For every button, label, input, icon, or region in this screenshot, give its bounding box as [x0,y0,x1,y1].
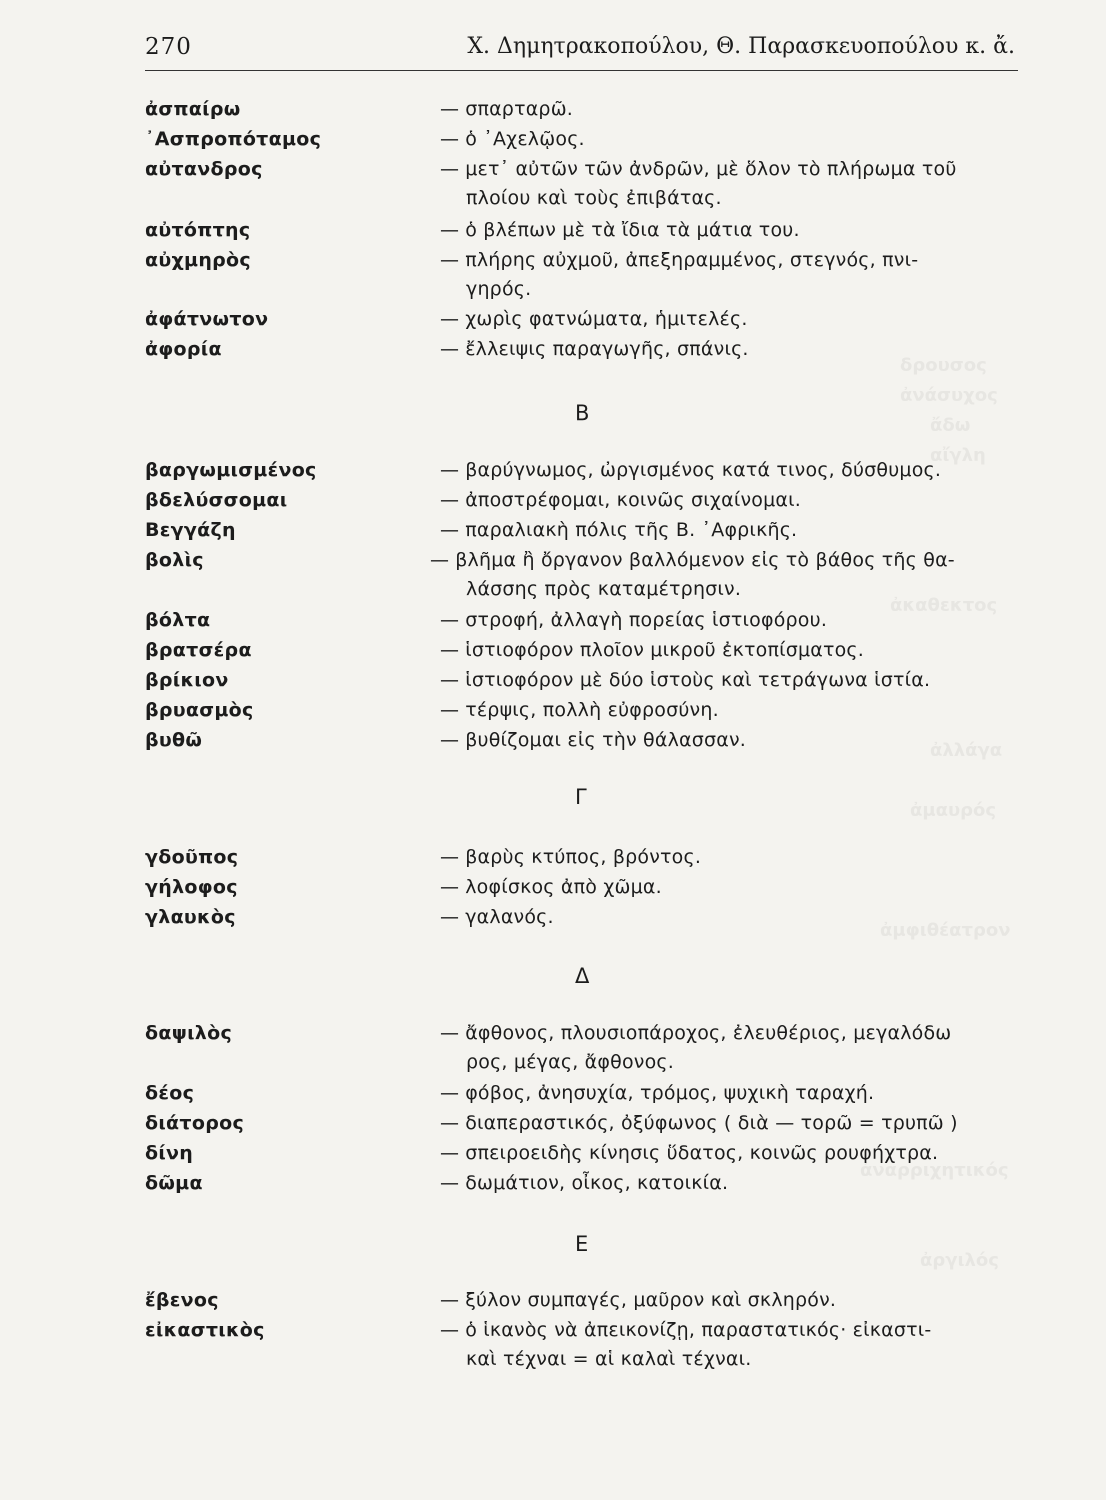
dash: — [440,876,460,898]
glossary-definition [440,1112,1015,1134]
definition-text: παραλιακὴ πόλις τῆς Β. ᾿Αφρικῆς. [465,519,798,541]
glossary-definition [440,1289,1015,1311]
glossary-definition [440,338,1015,360]
dash: — [440,1319,460,1341]
glossary-definition [440,98,1015,120]
definition-text: τέρψις, πολλὴ εὐφροσύνη. [465,699,719,721]
dash: — [440,308,460,330]
definition-text: ξύλον συμπαγές, μαῦρον καὶ σκληρόν. [465,1289,837,1311]
dash: — [440,1172,460,1194]
glossary-definition [440,1172,1015,1194]
glossary-term: αὐτανδρος [145,158,263,180]
dash: — [440,609,460,631]
dash: — [440,669,460,691]
definition-text: ἱστιοφόρον μὲ δύο ἱστοὺς καὶ τετράγωνα ἱστία. [465,669,931,691]
dash: — [440,249,460,271]
glossary-definition [440,669,1015,691]
dash: — [440,906,460,928]
glossary-term: ἀσπαίρω [145,98,241,120]
dash: — [440,489,460,511]
glossary-definition [440,609,1015,631]
running-title: Χ. Δημητρακοπούλου, Θ. Παρασκευοπούλου κ. ἄ. [467,34,1015,59]
definition-text: πλήρης αὐχμοῦ, ἀπεξηραμμένος, στεγνός, πνι- [465,249,919,271]
dash: — [440,459,460,481]
glossary-term: βρυασμὸς [145,699,254,721]
definition-text: ὁ βλέπων μὲ τὰ ἴδια τὰ μάτια του. [465,219,800,241]
glossary-term: ἔβενος [145,1289,219,1311]
definition-text: λοφίσκος ἀπὸ χῶμα. [465,876,662,898]
glossary-term: διάτορος [145,1112,245,1134]
definition-continuation: πλοίου καὶ τοὺς ἐπιβάτας. [466,187,722,209]
definition-text: σπειροειδὴς κίνησις ὕδατος, κοινῶς ρουφήχτρα. [465,1142,939,1164]
definition-text: μετ᾿ αὐτῶν τῶν ἀνδρῶν, μὲ ὅλον τὸ πλήρωμα τοῦ [465,158,957,180]
glossary-definition [440,249,1015,271]
glossary-term: δέος [145,1082,195,1104]
book-page: 270 Χ. Δημητρακοπούλου, Θ. Παρασκευοπούλου κ. ἄ. δρουσος ἀνάσυχος ἄδω αἴγλη ἀκαθεκτος ἀλλάγα ἀμαυρός ἀμφιθέατρον ἀναρριχητικός ἀργιλός ἀσπαίρω — σπαρταρῶ. ᾿Ασπροπόταμος — ὁ ᾿Αχελῷος. αὐτανδρος — μετ᾿ αὐτῶν τῶν ἀνδρῶν, μὲ ὅλον τὸ πλήρωμα τοῦ πλοίου καὶ τοὺς ἐπιβάτας. αὐτόπτης — ὁ βλέπων μὲ τὰ ἴδια τὰ μάτια του. αὐχμηρὸς — πλήρης αὐχμοῦ, ἀπεξηραμμένος, στεγνός, πνι- γηρός. ἀφάτνωτον — χωρὶς φατνώματα, ἡμιτελές. ἀφορία — ἔλλειψις παραγωγῆς, σπάνις. Β βαργωμισμένος — βαρύγνωμος, ὠργισμένος κατά τινος, δύσθυμος. βδελύσσομαι — ἀποστρέφομαι, κοινῶς σιχαίνομαι. Βεγγάζη — παραλιακὴ πόλις τῆς Β. ᾿Αφρικῆς. βολὶς — βλῆμα ἢ ὄργανον βαλλόμενον εἰς τὸ βάθος τῆς θα- λάσσης πρὸς καταμέτρησιν. βόλτα — στροφή, ἀλλαγὴ πορείας ἱστιοφόρου. βρατσέρα — ἱστιοφόρον πλοῖον μικροῦ ἐκτοπίσματος. βρίκιον — ἱστιοφόρον μὲ δύο ἱστοὺς καὶ τετράγωνα ἱστία. βρυασμὸς — τέρψις, πολλὴ εὐφροσύνη. βυθῶ — βυθίζομαι εἰς τὴν θάλασσαν. Γ γδοῦπος — βαρὺς κτύπος, βρόντος. γήλοφος — λοφίσκος ἀπὸ χῶμα. γλαυκὸς — γαλανός. Δ δαψιλὸς — ἄφθονος, πλουσιοπάροχος, ἐλευθέριος, μεγαλόδω ρος, μέγας, ἄφθονος. δέος — φόβος, ἀνησυχία, τρόμος, ψυχικὴ ταραχή. διάτορος — διαπεραστικός, ὀξύφωνος ( διὰ — τορῶ = τρυπῶ ) δίνη — σπειροειδὴς κίνησις ὕδατος, κοινῶς ρουφήχτρα. δῶμα — δωμάτιον, οἶκος, κατοικία. Ε ἔβενος — ξύλον συμπαγές, μαῦρον καὶ σκληρόν. εἰκαστικὸς — ὁ ἱκανὸς νὰ ἀπεικονίζῃ, παραστατικός· εἰκαστι- καὶ τέχναι = αἱ καλαὶ τέχναι. [0,0,1106,1500]
glossary-term: αὐχμηρὸς [145,249,251,271]
definition-text: ὁ ᾿Αχελῷος. [465,128,585,150]
definition-text: διαπεραστικός, ὀξύφωνος ( διὰ — τορῶ = τρυπῶ ) [465,1112,958,1134]
glossary-term: βρατσέρα [145,639,252,661]
definition-text: σπαρταρῶ. [465,98,574,120]
glossary-term: βρίκιον [145,669,229,691]
definition-text: ἱστιοφόρον πλοῖον μικροῦ ἐκτοπίσματος. [465,639,865,661]
page-number: 270 [145,34,192,60]
dash: — [440,729,460,751]
section-letter-epsilon: Ε [575,1232,589,1256]
glossary-term: ᾿Ασπροπόταμος [145,128,322,150]
section-letter-gamma: Γ [575,785,587,809]
section-letter-beta: Β [575,401,590,425]
dash: — [440,98,460,120]
glossary-definition [430,549,1005,571]
dash: — [430,549,450,571]
glossary-definition [440,1022,1015,1044]
dash: — [440,1289,460,1311]
dash: — [440,846,460,868]
glossary-definition [440,846,1015,868]
definition-text: φόβος, ἀνησυχία, τρόμος, ψυχικὴ ταραχή. [465,1082,875,1104]
dash: — [440,699,460,721]
definition-text: ὁ ἱκανὸς νὰ ἀπεικονίζῃ, παραστατικός· εἰκαστι- [465,1319,932,1341]
glossary-definition [440,729,1015,751]
glossary-term: βυθῶ [145,729,203,751]
definition-continuation: λάσσης πρὸς καταμέτρησιν. [466,578,742,600]
glossary-definition [440,158,1015,180]
glossary-term: δίνη [145,1142,194,1164]
glossary-term: Βεγγάζη [145,519,236,541]
glossary-term: γλαυκὸς [145,906,236,928]
glossary-definition [440,219,1015,241]
glossary-term: αὐτόπτης [145,219,251,241]
glossary-term: βαργωμισμένος [145,459,317,481]
glossary-term: δῶμα [145,1172,203,1194]
definition-text: βυθίζομαι εἰς τὴν θάλασσαν. [465,729,747,751]
glossary-definition [440,519,1015,541]
glossary-definition [440,308,1015,330]
glossary-definition [440,639,1015,661]
glossary-term: γδοῦπος [145,846,239,868]
dash: — [440,519,460,541]
definition-text: βαρὺς κτύπος, βρόντος. [465,846,702,868]
glossary-term: βολὶς [145,549,204,571]
glossary-definition [440,459,1015,481]
glossary-definition [440,1319,1015,1341]
glossary-term: βδελύσσομαι [145,489,288,511]
definition-text: χωρὶς φατνώματα, ἡμιτελές. [465,308,748,330]
glossary-definition [440,489,1015,511]
dash: — [440,1112,460,1134]
glossary-term: εἰκαστικὸς [145,1319,265,1341]
glossary-term: ἀφάτνωτον [145,308,269,330]
glossary-term: δαψιλὸς [145,1022,233,1044]
section-letter-delta: Δ [575,964,590,988]
glossary-definition [440,1082,1015,1104]
dash: — [440,1142,460,1164]
glossary-term: ἀφορία [145,338,222,360]
glossary-definition [440,128,1015,150]
definition-text: δωμάτιον, οἶκος, κατοικία. [465,1172,729,1194]
glossary-definition [440,906,1015,928]
dash: — [440,219,460,241]
definition-text: βλῆμα ἢ ὄργανον βαλλόμενον εἰς τὸ βάθος τῆς θα- [455,549,955,571]
definition-continuation: καὶ τέχναι = αἱ καλαὶ τέχναι. [466,1348,752,1370]
glossary-definition [440,876,1015,898]
definition-continuation: ρος, μέγας, ἄφθονος. [466,1051,675,1073]
definition-text: ἔλλειψις παραγωγῆς, σπάνις. [465,338,749,360]
dash: — [440,128,460,150]
glossary-definition [440,699,1015,721]
dash: — [440,639,460,661]
dash: — [440,1082,460,1104]
glossary-term: γήλοφος [145,876,238,898]
definition-text: βαρύγνωμος, ὠργισμένος κατά τινος, δύσθυμος. [465,459,942,481]
dash: — [440,338,460,360]
dash: — [440,158,460,180]
definition-text: στροφή, ἀλλαγὴ πορείας ἱστιοφόρου. [465,609,828,631]
glossary-definition [440,1142,1015,1164]
glossary-term: βόλτα [145,609,211,631]
definition-text: γαλανός. [465,906,554,928]
definition-continuation: γηρός. [466,278,532,300]
definition-text: ἄφθονος, πλουσιοπάροχος, ἐλευθέριος, μεγαλόδω [465,1022,952,1044]
dash: — [440,1022,460,1044]
definition-text: ἀποστρέφομαι, κοινῶς σιχαίνομαι. [465,489,801,511]
